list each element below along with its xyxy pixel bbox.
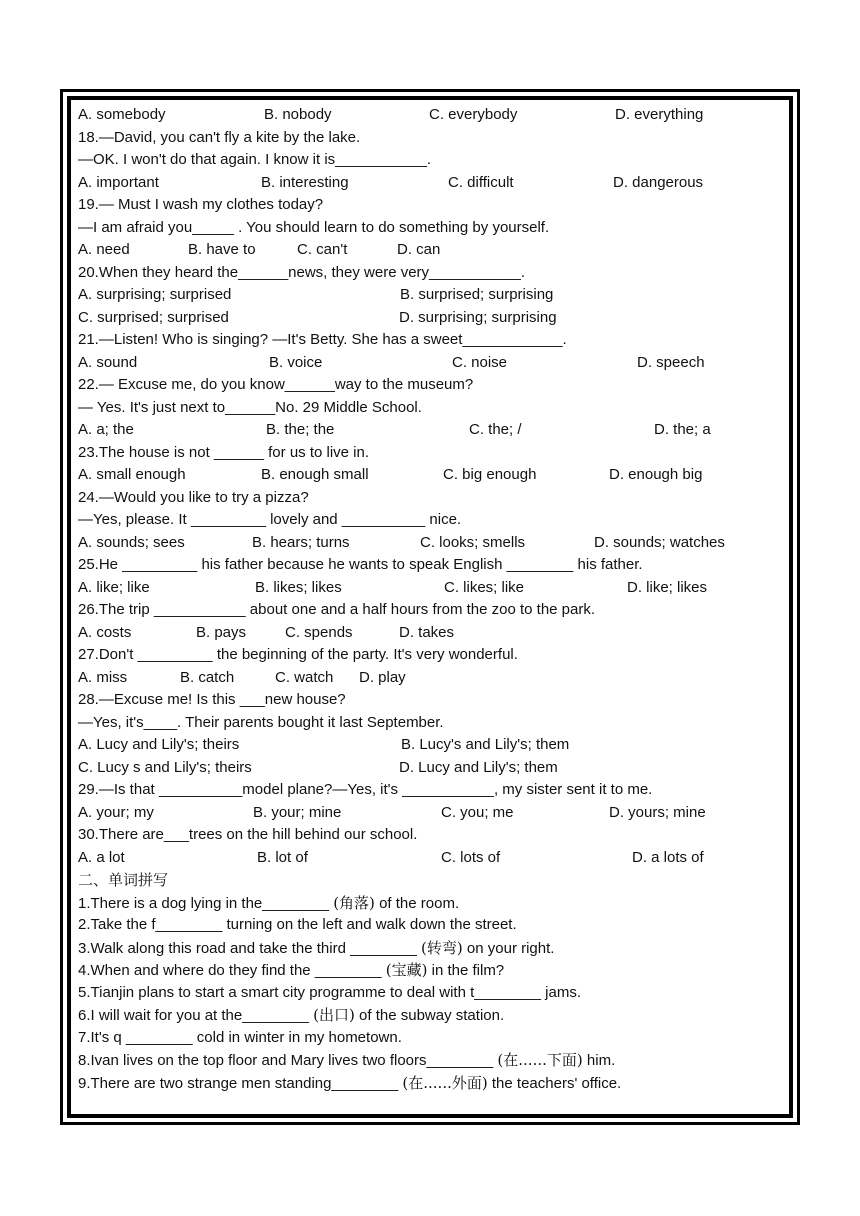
question-line: 27.Don't _________ the beginning of the party. It's very wonderful. <box>78 646 518 663</box>
answer-option: C. watch <box>275 668 334 686</box>
spelling-question <box>78 937 758 960</box>
answer-option: C. difficult <box>448 173 514 191</box>
answer-option: C. big enough <box>443 466 537 483</box>
spelling-question <box>78 982 758 1005</box>
answer-option: B. nobody <box>264 106 332 123</box>
answer-option: B. catch <box>180 668 235 686</box>
answer-option: B. interesting <box>261 173 349 191</box>
answer-option: D. the; a <box>654 421 711 438</box>
options-line <box>78 352 758 375</box>
spelling-question <box>78 1004 758 1027</box>
question-line: 28.—Excuse me! Is this ___new house? <box>78 691 346 708</box>
answer-option: D. play <box>359 668 406 686</box>
answer-option: D. sounds; watches <box>594 533 725 551</box>
section-heading: 二、单词拼写 <box>78 871 169 889</box>
question-line: — Yes. It's just next to______No. 29 Middle School. <box>78 398 422 416</box>
question-line: 29.—Is that __________model plane?—Yes, it's ___________, my sister sent it to me. <box>78 781 653 798</box>
answer-option: D. can <box>397 241 441 258</box>
question-line: —OK. I won't do that again. I know it is___________. <box>78 151 432 168</box>
question-line: —Yes, it's____. Their parents bought it last September. <box>78 713 444 731</box>
options-line <box>78 622 758 645</box>
question-line: 25.He _________ his father because he wants to speak English ________ his father. <box>78 556 643 573</box>
question-text-end: the teachers' office. <box>487 1074 622 1092</box>
question-line: —I am afraid you_____ . You should learn to do something by yourself. <box>78 218 550 236</box>
options-line <box>78 577 758 600</box>
options-line <box>78 847 758 870</box>
answer-option: A. sounds; sees <box>78 533 185 551</box>
question-text: 8.Ivan lives on the top floor and Mary lives two floors________ <box>78 1052 498 1069</box>
answer-option: A. like; like <box>78 578 150 596</box>
question-text: 9.There are two strange men standing________ <box>78 1074 403 1092</box>
answer-option: A. costs <box>78 623 132 641</box>
question-text: 1.There is a dog lying in the________ <box>78 894 334 912</box>
options-line <box>78 284 758 307</box>
spelling-question <box>78 1049 758 1072</box>
chinese-hint: (出口) <box>313 1006 355 1024</box>
options-line <box>78 464 758 487</box>
options-line <box>78 172 758 195</box>
question-text: 2.Take the f________ turning on the left and walk down the street. <box>78 916 517 933</box>
answer-option: C. noise <box>452 353 508 371</box>
options-line <box>78 802 758 825</box>
question-text: 5.Tianjin plans to start a smart city programme to deal with t________ jams. <box>78 983 582 1001</box>
answer-option: C. lots of <box>441 848 501 866</box>
answer-option: A. surprising; surprised <box>78 286 232 303</box>
answer-option: B. voice <box>269 353 323 371</box>
answer-option: C. likes; like <box>444 578 525 596</box>
answer-option: B. enough small <box>261 466 369 483</box>
spelling-question <box>78 1072 758 1095</box>
answer-option: C. Lucy s and Lily's; theirs <box>78 758 252 776</box>
question-text-end: in the film? <box>427 962 505 979</box>
answer-option: A. sound <box>78 353 138 371</box>
worksheet-content <box>78 104 758 1094</box>
spelling-question <box>78 959 758 982</box>
chinese-hint: (在......外面) <box>402 1073 488 1092</box>
answer-option: B. pays <box>196 623 247 641</box>
answer-option: D. takes <box>399 623 455 641</box>
question-text: 3.Walk along this road and take the third ________ <box>78 939 422 957</box>
question-line: 18.—David, you can't fly a kite by the lake. <box>78 128 361 146</box>
question-line: 19.— Must I wash my clothes today? <box>78 196 324 213</box>
answer-option: C. the; / <box>469 421 522 438</box>
answer-option: D. everything <box>615 106 704 123</box>
answer-option: D. enough big <box>609 466 703 483</box>
answer-option: C. you; me <box>441 803 514 821</box>
answer-option: B. surprised; surprising <box>400 286 554 303</box>
answer-option: A. your; my <box>78 803 154 821</box>
question-line: —Yes, please. It _________ lovely and __________ nice. <box>78 511 462 528</box>
options-line <box>78 667 758 690</box>
options-line <box>78 757 758 780</box>
chinese-hint: (转弯) <box>421 938 463 957</box>
question-text-end: him. <box>582 1052 616 1069</box>
answer-option: C. surprised; surprised <box>78 308 229 326</box>
answer-option: A. somebody <box>78 106 166 123</box>
options-line <box>78 734 758 757</box>
answer-option: A. miss <box>78 668 128 686</box>
answer-option: D. Lucy and Lily's; them <box>399 758 558 776</box>
answer-option: A. a lot <box>78 848 125 866</box>
options-line <box>78 104 758 127</box>
options-line <box>78 239 758 262</box>
question-text: 6.I will wait for you at the________ <box>78 1007 314 1024</box>
answer-option: B. lot of <box>257 848 308 866</box>
spelling-question <box>78 914 758 937</box>
answer-option: C. looks; smells <box>420 533 526 551</box>
answer-option: C. everybody <box>429 106 518 123</box>
answer-option: B. your; mine <box>253 803 342 821</box>
question-text-end: of the subway station. <box>354 1007 505 1024</box>
answer-option: A. a; the <box>78 421 134 438</box>
question-line: 22.— Excuse me, do you know______way to the museum? <box>78 376 474 393</box>
answer-option: A. Lucy and Lily's; theirs <box>78 736 240 753</box>
spelling-question <box>78 892 758 915</box>
answer-option: A. small enough <box>78 466 186 483</box>
answer-option: B. Lucy's and Lily's; them <box>401 736 570 753</box>
answer-option: C. can't <box>297 241 348 258</box>
answer-option: D. dangerous <box>613 173 704 191</box>
question-text: 7.It's q ________ cold in winter in my hometown. <box>78 1028 402 1046</box>
question-line: 26.The trip ___________ about one and a half hours from the zoo to the park. <box>78 601 596 618</box>
question-text: 4.When and where do they find the ________ <box>78 962 386 979</box>
chinese-hint: (角落) <box>333 893 375 912</box>
answer-option: B. likes; likes <box>255 578 342 596</box>
answer-option: D. surprising; surprising <box>399 308 557 326</box>
answer-option: B. the; the <box>266 421 335 438</box>
answer-option: B. hears; turns <box>252 533 350 551</box>
spelling-question <box>78 1027 758 1050</box>
answer-option: D. a lots of <box>632 848 704 866</box>
question-line: 21.—Listen! Who is singing? —It's Betty. She has a sweet____________. <box>78 331 567 348</box>
options-line <box>78 307 758 330</box>
answer-option: A. important <box>78 173 159 191</box>
question-text-end: of the room. <box>374 894 460 912</box>
chinese-hint: (宝藏) <box>385 961 428 979</box>
chinese-hint: (在......下面) <box>497 1051 583 1069</box>
answer-option: D. like; likes <box>627 578 708 596</box>
question-text-end: on your right. <box>462 939 555 957</box>
answer-option: D. speech <box>637 353 705 371</box>
answer-option: C. spends <box>285 623 353 641</box>
question-line: 23.The house is not ______ for us to live in. <box>78 443 370 461</box>
options-line <box>78 532 758 555</box>
options-line <box>78 419 758 442</box>
answer-option: A. need <box>78 241 130 258</box>
question-line: 20.When they heard the______news, they were very___________. <box>78 263 525 281</box>
answer-option: D. yours; mine <box>609 803 706 821</box>
question-line: 30.There are___trees on the hill behind our school. <box>78 826 418 843</box>
answer-option: B. have to <box>188 241 256 258</box>
question-line: 24.—Would you like to try a pizza? <box>78 488 309 506</box>
